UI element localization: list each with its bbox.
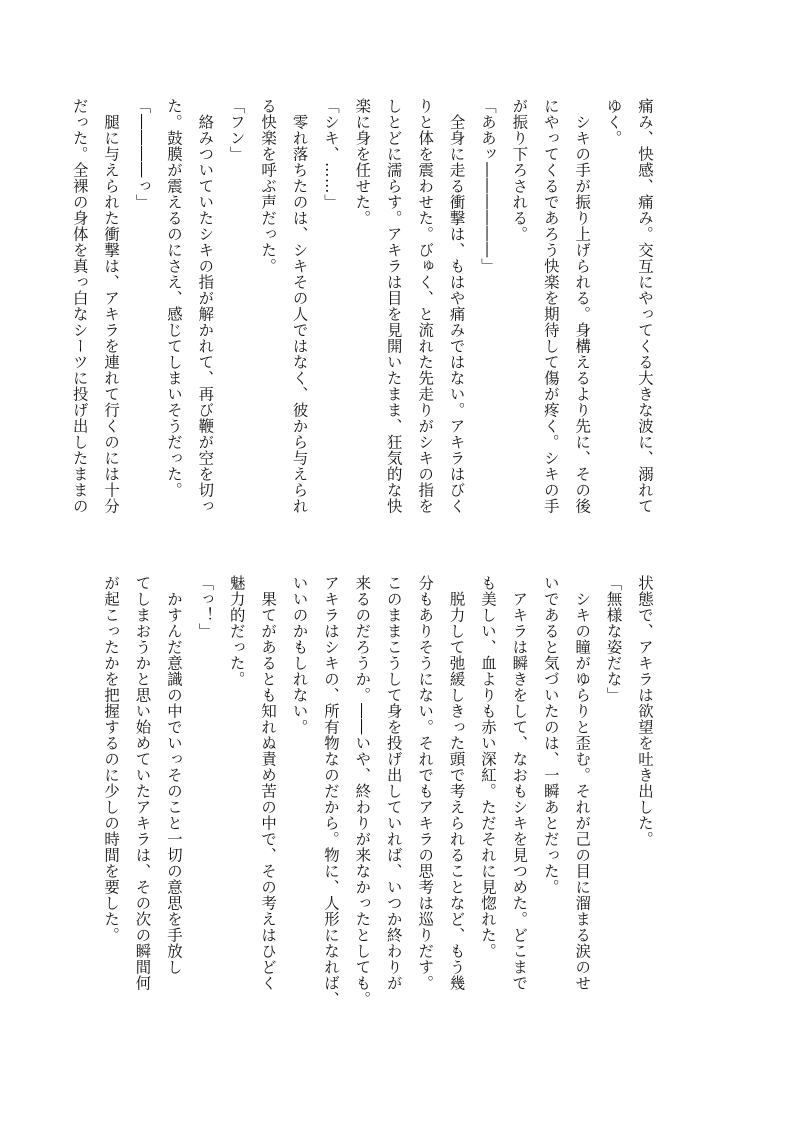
dialogue-line: 「フン」 [227,98,246,162]
text-line: 絡みついていたシキの指が解かれて、再び鞭が空を切っ [196,98,215,514]
upper-text-block [70,98,660,550]
text-line: が起こったかを把握するのに少しの時間を要した。 [102,575,121,943]
text-line: 状態で、アキラは欲望を吐き出した。 [636,575,654,847]
dialogue-line: 「シキ、……」 [321,98,340,210]
dialogue-line: 「っ！」 [196,575,215,639]
text-line: にやってくるであろう快楽を期待して傷が疼く。シキの手 [541,98,560,514]
text-line: 楽に身を任せた。 [353,98,372,226]
text-line: 全身に走る衝撃は、もはや痛みではない。アキラはびく [447,98,466,514]
text-line: いであると気づいたのは、一瞬あとだった。 [541,575,560,895]
text-line: 分もありそうにない。それでもアキラの思考は巡りだす。 [416,575,435,991]
dialogue-line: 「ああッ――――――」 [478,98,497,274]
dialogue-line: 「――――っ」 [133,98,152,210]
text-line: が振り下ろされる。 [510,98,529,242]
text-line: いいのかもしれない。 [290,575,309,735]
text-line: アキラは瞬きをして、なおもシキを見つめた。どこまで [510,575,529,991]
text-line: シキの手が振り上げられる。身構えるより先に、その後 [573,98,592,514]
text-line: 果てがあるとも知れぬ責め苦の中で、その考えはひどく [259,575,278,991]
text-line: だった。全裸の身体を真っ白なシーツに投げ出したままの [70,98,89,514]
text-line: 腿に与えられた衝撃は、アキラを連れて行くのには十分 [102,98,121,514]
text-line: てしまおうかと思い始めていたアキラは、その次の瞬間何 [133,575,152,991]
text-line: 魅力的だった。 [227,575,246,687]
text-line: このままこうして身を投げ出していれば、いつか終わりが [384,575,403,991]
text-line: も美しい、血よりも赤い深紅。ただそれに見惚れた。 [478,575,497,959]
text-line: シキの瞳がゆらりと歪む。それが己の目に溜まる涙のせ [573,575,592,991]
text-line: る快楽を呼ぶ声だった。 [259,98,278,274]
text-line: アキラはシキの、所有物なのだから。物に、人形になれば、 [321,575,340,1007]
text-line: りと体を震わせた。びゅく、と流れた先走りがシキの指を [416,98,435,514]
dialogue-line: 「無様な姿だな」 [604,575,623,703]
text-line: 来るのだろうか。――いや、終わりが来なかったとしても。 [353,575,372,1007]
lower-text-block [94,575,660,1035]
text-line: た。鼓膜が震えるのにさえ、感じてしまいそうだった。 [164,98,183,498]
text-line: 痛み、快感、痛み。交互にやってくる大きな波に、溺れて [636,98,654,514]
text-line: 脱力して弛緩しきった頭で考えられることなど、もう幾 [447,575,466,991]
text-line: 零れ落ちたのは、シキその人ではなく、彼から与えられ [290,98,309,514]
text-line: しとどに濡らす。アキラは目を見開いたまま、狂気的な快 [384,98,403,514]
text-line: ゆく。 [604,98,623,146]
text-line: かすんだ意識の中でいっそのこと一切の意思を手放し [164,575,183,975]
